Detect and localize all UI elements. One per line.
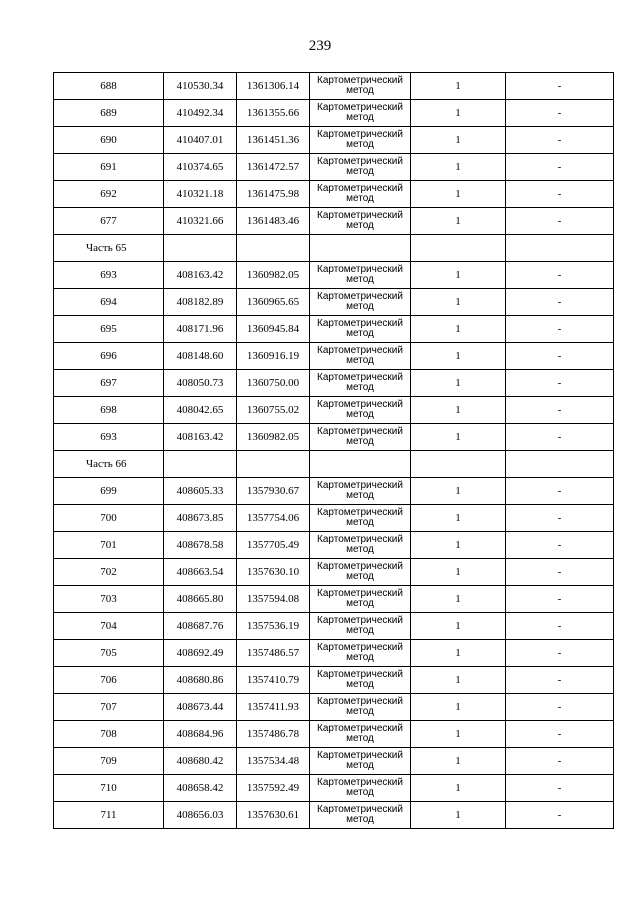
y-coordinate-cell: 1357410.79 [237, 667, 310, 694]
point-number-cell: 706 [54, 667, 164, 694]
method-cell: Картометрический метод [310, 559, 411, 586]
x-coordinate-cell: 408171.96 [164, 316, 237, 343]
accuracy-cell: 1 [411, 289, 506, 316]
method-cell: Картометрический метод [310, 505, 411, 532]
x-coordinate-cell: 410321.66 [164, 208, 237, 235]
page-number: 239 [308, 38, 332, 54]
table-row [54, 694, 614, 721]
x-coordinate-cell: 408148.60 [164, 343, 237, 370]
y-coordinate-cell: 1357630.61 [237, 802, 310, 829]
accuracy-cell: 1 [411, 775, 506, 802]
table-row [54, 100, 614, 127]
x-coordinate-cell: 408678.58 [164, 532, 237, 559]
y-coordinate-cell: 1357594.08 [237, 586, 310, 613]
y-coordinate-cell: 1360750.00 [237, 370, 310, 397]
y-coordinate-cell: 1357411.93 [237, 694, 310, 721]
method-cell: Картометрический метод [310, 343, 411, 370]
point-number-cell: 699 [54, 478, 164, 505]
table-row [54, 802, 614, 829]
accuracy-cell: 1 [411, 478, 506, 505]
point-number-cell: 689 [54, 100, 164, 127]
y-coordinate-cell: 1357630.10 [237, 559, 310, 586]
y-coordinate-cell: 1357534.48 [237, 748, 310, 775]
accuracy-cell: 1 [411, 316, 506, 343]
accuracy-cell: 1 [411, 370, 506, 397]
note-cell: - [506, 316, 614, 343]
y-coordinate-cell: 1360945.84 [237, 316, 310, 343]
accuracy-cell: 1 [411, 505, 506, 532]
note-cell: - [506, 154, 614, 181]
y-coordinate-cell: 1357930.67 [237, 478, 310, 505]
accuracy-cell: 1 [411, 586, 506, 613]
part-label: Часть 65 [54, 235, 164, 262]
point-number-cell: 701 [54, 532, 164, 559]
table-row [54, 424, 614, 451]
method-cell: Картометрический метод [310, 397, 411, 424]
point-number-cell: 695 [54, 316, 164, 343]
y-coordinate-cell: 1361306.14 [237, 73, 310, 100]
x-coordinate-cell: 408680.86 [164, 667, 237, 694]
table-row [54, 640, 614, 667]
point-number-cell: 709 [54, 748, 164, 775]
method-cell: Картометрический метод [310, 775, 411, 802]
table-row [54, 478, 614, 505]
note-cell: - [506, 343, 614, 370]
note-cell: - [506, 73, 614, 100]
accuracy-cell: 1 [411, 721, 506, 748]
accuracy-cell: 1 [411, 424, 506, 451]
point-number-cell: 694 [54, 289, 164, 316]
point-number-cell: 707 [54, 694, 164, 721]
x-coordinate-cell: 408665.80 [164, 586, 237, 613]
point-number-cell: 704 [54, 613, 164, 640]
accuracy-cell: 1 [411, 748, 506, 775]
x-coordinate-cell: 408605.33 [164, 478, 237, 505]
x-coordinate-cell: 408673.85 [164, 505, 237, 532]
note-cell: - [506, 478, 614, 505]
accuracy-cell: 1 [411, 694, 506, 721]
note-cell: - [506, 721, 614, 748]
table-row [54, 397, 614, 424]
note-cell: - [506, 802, 614, 829]
point-number-cell: 702 [54, 559, 164, 586]
point-number-cell: 690 [54, 127, 164, 154]
x-coordinate-cell: 408673.44 [164, 694, 237, 721]
y-coordinate-cell: 1357536.19 [237, 613, 310, 640]
note-cell: - [506, 748, 614, 775]
point-number-cell: 703 [54, 586, 164, 613]
table-body [54, 73, 614, 829]
table-row [54, 73, 614, 100]
part-header-row [54, 235, 614, 262]
method-cell: Картометрический метод [310, 154, 411, 181]
method-cell: Картометрический метод [310, 613, 411, 640]
table-row [54, 775, 614, 802]
empty-cell [411, 235, 506, 262]
note-cell: - [506, 613, 614, 640]
empty-cell [164, 235, 237, 262]
x-coordinate-cell: 408042.65 [164, 397, 237, 424]
accuracy-cell: 1 [411, 181, 506, 208]
point-number-cell: 677 [54, 208, 164, 235]
y-coordinate-cell: 1357754.06 [237, 505, 310, 532]
y-coordinate-cell: 1360965.65 [237, 289, 310, 316]
accuracy-cell: 1 [411, 667, 506, 694]
method-cell: Картометрический метод [310, 289, 411, 316]
accuracy-cell: 1 [411, 397, 506, 424]
note-cell: - [506, 181, 614, 208]
note-cell: - [506, 640, 614, 667]
empty-cell [411, 451, 506, 478]
point-number-cell: 688 [54, 73, 164, 100]
x-coordinate-cell: 408182.89 [164, 289, 237, 316]
x-coordinate-cell: 408656.03 [164, 802, 237, 829]
method-cell: Картометрический метод [310, 640, 411, 667]
accuracy-cell: 1 [411, 802, 506, 829]
table-row [54, 127, 614, 154]
note-cell: - [506, 208, 614, 235]
method-cell: Картометрический метод [310, 721, 411, 748]
table-row [54, 370, 614, 397]
accuracy-cell: 1 [411, 640, 506, 667]
note-cell: - [506, 586, 614, 613]
accuracy-cell: 1 [411, 208, 506, 235]
accuracy-cell: 1 [411, 127, 506, 154]
accuracy-cell: 1 [411, 532, 506, 559]
x-coordinate-cell: 408684.96 [164, 721, 237, 748]
method-cell: Картометрический метод [310, 424, 411, 451]
note-cell: - [506, 370, 614, 397]
x-coordinate-cell: 408163.42 [164, 262, 237, 289]
y-coordinate-cell: 1357486.78 [237, 721, 310, 748]
note-cell: - [506, 289, 614, 316]
table-row [54, 586, 614, 613]
method-cell: Картометрический метод [310, 586, 411, 613]
y-coordinate-cell: 1361472.57 [237, 154, 310, 181]
point-number-cell: 700 [54, 505, 164, 532]
x-coordinate-cell: 410407.01 [164, 127, 237, 154]
point-number-cell: 697 [54, 370, 164, 397]
method-cell: Картометрический метод [310, 316, 411, 343]
empty-cell [237, 235, 310, 262]
y-coordinate-cell: 1360755.02 [237, 397, 310, 424]
empty-cell [310, 235, 411, 262]
method-cell: Картометрический метод [310, 208, 411, 235]
point-number-cell: 696 [54, 343, 164, 370]
accuracy-cell: 1 [411, 262, 506, 289]
x-coordinate-cell: 408163.42 [164, 424, 237, 451]
method-cell: Картометрический метод [310, 748, 411, 775]
note-cell: - [506, 100, 614, 127]
y-coordinate-cell: 1357486.57 [237, 640, 310, 667]
table-row [54, 208, 614, 235]
table-row [54, 181, 614, 208]
y-coordinate-cell: 1360916.19 [237, 343, 310, 370]
note-cell: - [506, 127, 614, 154]
method-cell: Картометрический метод [310, 127, 411, 154]
point-number-cell: 710 [54, 775, 164, 802]
point-number-cell: 691 [54, 154, 164, 181]
x-coordinate-cell: 410530.34 [164, 73, 237, 100]
y-coordinate-cell: 1360982.05 [237, 424, 310, 451]
note-cell: - [506, 559, 614, 586]
method-cell: Картометрический метод [310, 100, 411, 127]
table-row [54, 748, 614, 775]
y-coordinate-cell: 1361475.98 [237, 181, 310, 208]
point-number-cell: 692 [54, 181, 164, 208]
table-row [54, 316, 614, 343]
table-row [54, 667, 614, 694]
y-coordinate-cell: 1361355.66 [237, 100, 310, 127]
method-cell: Картометрический метод [310, 532, 411, 559]
table-row [54, 343, 614, 370]
note-cell: - [506, 694, 614, 721]
method-cell: Картометрический метод [310, 694, 411, 721]
table-row [54, 721, 614, 748]
point-number-cell: 698 [54, 397, 164, 424]
empty-cell [506, 451, 614, 478]
accuracy-cell: 1 [411, 154, 506, 181]
x-coordinate-cell: 410321.18 [164, 181, 237, 208]
x-coordinate-cell: 408692.49 [164, 640, 237, 667]
point-number-cell: 693 [54, 424, 164, 451]
method-cell: Картометрический метод [310, 73, 411, 100]
method-cell: Картометрический метод [310, 370, 411, 397]
method-cell: Картометрический метод [310, 262, 411, 289]
point-number-cell: 708 [54, 721, 164, 748]
table-row [54, 532, 614, 559]
table-row [54, 154, 614, 181]
table-row [54, 559, 614, 586]
accuracy-cell: 1 [411, 559, 506, 586]
accuracy-cell: 1 [411, 613, 506, 640]
method-cell: Картометрический метод [310, 667, 411, 694]
point-number-cell: 705 [54, 640, 164, 667]
x-coordinate-cell: 410374.65 [164, 154, 237, 181]
part-label: Часть 66 [54, 451, 164, 478]
x-coordinate-cell: 408663.54 [164, 559, 237, 586]
x-coordinate-cell: 408050.73 [164, 370, 237, 397]
method-cell: Картометрический метод [310, 478, 411, 505]
x-coordinate-cell: 410492.34 [164, 100, 237, 127]
note-cell: - [506, 397, 614, 424]
y-coordinate-cell: 1357592.49 [237, 775, 310, 802]
method-cell: Картометрический метод [310, 181, 411, 208]
x-coordinate-cell: 408680.42 [164, 748, 237, 775]
note-cell: - [506, 424, 614, 451]
note-cell: - [506, 775, 614, 802]
y-coordinate-cell: 1361483.46 [237, 208, 310, 235]
table-row [54, 505, 614, 532]
accuracy-cell: 1 [411, 100, 506, 127]
point-number-cell: 711 [54, 802, 164, 829]
note-cell: - [506, 532, 614, 559]
table-row [54, 613, 614, 640]
x-coordinate-cell: 408687.76 [164, 613, 237, 640]
coordinates-table [53, 72, 614, 829]
method-cell: Картометрический метод [310, 802, 411, 829]
note-cell: - [506, 505, 614, 532]
y-coordinate-cell: 1360982.05 [237, 262, 310, 289]
y-coordinate-cell: 1357705.49 [237, 532, 310, 559]
empty-cell [164, 451, 237, 478]
x-coordinate-cell: 408658.42 [164, 775, 237, 802]
point-number-cell: 693 [54, 262, 164, 289]
empty-cell [237, 451, 310, 478]
empty-cell [310, 451, 411, 478]
note-cell: - [506, 262, 614, 289]
empty-cell [506, 235, 614, 262]
table-row [54, 262, 614, 289]
table-row [54, 289, 614, 316]
accuracy-cell: 1 [411, 343, 506, 370]
part-header-row [54, 451, 614, 478]
y-coordinate-cell: 1361451.36 [237, 127, 310, 154]
accuracy-cell: 1 [411, 73, 506, 100]
note-cell: - [506, 667, 614, 694]
